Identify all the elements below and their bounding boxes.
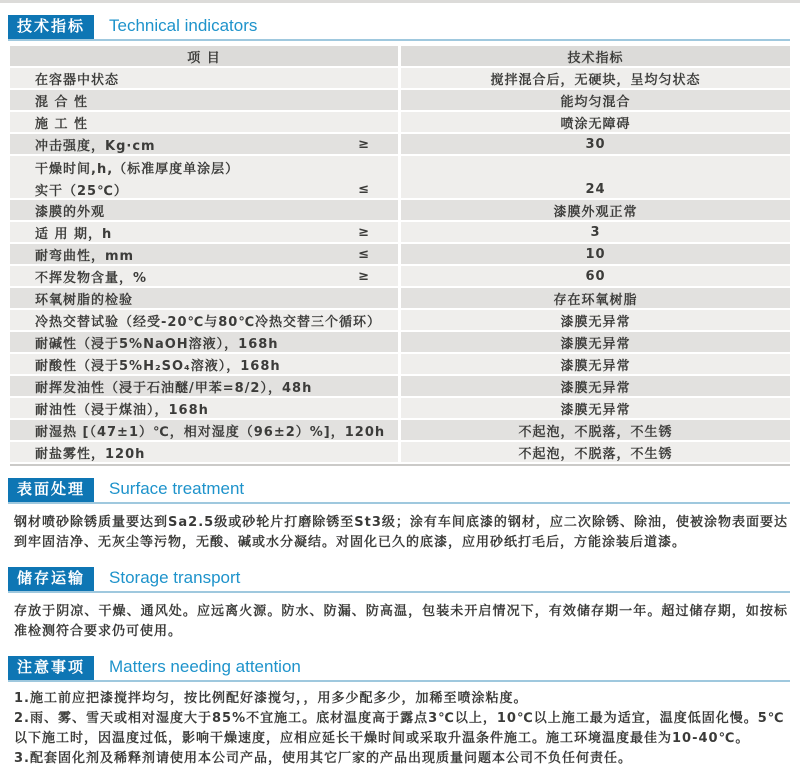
item-label: 不挥发物含量，% [35, 270, 148, 286]
indicator-cell: 24 [398, 156, 790, 198]
item-cell [10, 134, 398, 154]
item-cell [10, 68, 398, 88]
table-row [10, 244, 790, 266]
indicator-cell: 漆膜外观正常 [398, 200, 790, 220]
item-label: 耐碱性（浸于5%NaOH溶液），168h [35, 336, 279, 352]
table-row [10, 134, 790, 156]
indicator-cell: 30 [398, 134, 790, 154]
technical-indicators-table [10, 46, 790, 466]
table-row [10, 156, 790, 200]
item-label: 施 工 性 [35, 116, 89, 132]
table-header-row [10, 46, 790, 68]
table-row [10, 222, 790, 244]
item-label: 耐弯曲性，mm [35, 248, 135, 264]
item-cell [10, 420, 398, 440]
comparison-symbol: ≥ [358, 136, 370, 152]
section-title-storage-en: Storage transport [109, 568, 241, 587]
item-label: 漆膜的外观 [35, 204, 106, 220]
item-label: 耐盐雾性，120h [35, 446, 146, 462]
matters-item: 2.雨、雾、雪天或相对湿度大于85%不宜施工。底材温度高于露点3℃以上，10℃以上施工最为适宜，温度低固化慢。5℃以下施工时，因温度过低，影响干燥速度，应相应延长干燥时间或采取升温条件施工。施工环境温度最佳为10-40℃。 [14, 711, 785, 746]
table-row [10, 90, 790, 112]
item-label: 耐挥发油性（浸于石油醚/甲苯=8/2），48h [35, 380, 313, 396]
indicator-cell: 喷涂无障碍 [398, 112, 790, 132]
item-cell [10, 310, 398, 330]
indicator-cell: 漆膜无异常 [398, 376, 790, 396]
item-cell [10, 354, 398, 374]
indicator-cell: 60 [398, 266, 790, 286]
item-cell [10, 376, 398, 396]
table-row [10, 442, 790, 464]
top-divider-bar [0, 0, 800, 3]
table-row [10, 288, 790, 310]
item-label: 冲击强度，Kg·cm [35, 138, 156, 154]
item-cell [10, 266, 398, 286]
indicator-cell: 不起泡，不脱落，不生锈 [398, 442, 790, 462]
table-row [10, 310, 790, 332]
surface-treatment-paragraph: 钢材喷砂除锈质量要达到Sa2.5级或砂轮片打磨除锈至St3级；涂有车间底漆的钢材，应二次除锈、除油，使被涂物表面要达到牢固洁净、无灰尘等污物，无酸、碱或水分凝结。对固化已久的底漆，应用砂纸打毛后，方能涂装后道漆。 [14, 515, 788, 550]
comparison-symbol: ≤ [358, 181, 370, 197]
indicator-cell: 3 [398, 222, 790, 242]
table-body [10, 68, 790, 464]
table-row [10, 376, 790, 398]
table-row [10, 332, 790, 354]
item-cell [10, 112, 398, 132]
table-row [10, 200, 790, 222]
indicator-cell: 漆膜无异常 [398, 354, 790, 374]
section-header-technical [8, 15, 790, 41]
section-header-storage [8, 567, 790, 593]
table-row [10, 354, 790, 376]
item-label: 在容器中状态 [35, 72, 120, 88]
indicator-cell: 搅拌混合后，无硬块，呈均匀状态 [398, 68, 790, 88]
item-label: 耐油性（浸于煤油），168h [35, 402, 209, 418]
item-label: 混 合 性 [35, 94, 89, 110]
comparison-symbol: ≥ [358, 224, 370, 240]
item-cell: 干燥时间,h,（标准厚度单涂层） 实干（25℃） ≤ [35, 161, 370, 199]
section-title-technical-en: Technical indicators [109, 16, 258, 35]
item-cell [10, 222, 398, 242]
matters-list [14, 689, 788, 769]
section-header-matters [8, 656, 790, 682]
matters-item: 1.施工前应把漆搅拌均匀，按比例配好漆搅匀，，用多少配多少，加稀至喷涂粘度。 [14, 691, 528, 706]
indicator-cell: 能均匀混合 [398, 90, 790, 110]
comparison-symbol: ≤ [358, 246, 370, 262]
item-cell [10, 200, 398, 220]
indicator-cell: 10 [398, 244, 790, 264]
matters-item: 3.配套固化剂及稀释剂请使用本公司产品，使用其它厂家的产品出现质量问题本公司不负任何责任。 [14, 751, 632, 766]
section-badge-surface: 表面处理 [8, 478, 94, 502]
item-label: 适 用 期，h [35, 226, 113, 242]
table-row [10, 420, 790, 442]
item-cell [10, 442, 398, 462]
table-header-item: 项 目 [187, 50, 221, 66]
item-label: 环氧树脂的检验 [35, 292, 134, 308]
comparison-symbol: ≥ [358, 268, 370, 284]
table-row [10, 266, 790, 288]
table-row [10, 112, 790, 134]
indicator-cell: 漆膜无异常 [398, 398, 790, 418]
item-cell [10, 288, 398, 308]
indicator-cell: 存在环氧树脂 [398, 288, 790, 308]
section-header-surface [8, 478, 790, 504]
storage-transport-paragraph: 存放于阴凉、干燥、通风处。应远离火源。防水、防漏、防高温，包装未开启情况下，有效储存期一年。超过储存期，如按标准检测符合要求仍可使用。 [14, 604, 788, 639]
item-cell [10, 332, 398, 352]
table-row [10, 68, 790, 90]
indicator-cell: 不起泡，不脱落，不生锈 [398, 420, 790, 440]
item-cell [10, 244, 398, 264]
section-badge-storage: 储存运输 [8, 567, 94, 591]
section-badge-matters: 注意事项 [8, 656, 94, 680]
item-label: 耐酸性（浸于5%H₂SO₄溶液），168h [35, 358, 281, 374]
section-title-matters-en: Matters needing attention [109, 657, 301, 676]
indicator-cell: 漆膜无异常 [398, 310, 790, 330]
item-cell [10, 90, 398, 110]
section-badge-technical: 技术指标 [8, 15, 94, 39]
section-title-surface-en: Surface treatment [109, 479, 245, 498]
item-label: 冷热交替试验（经受-20℃与80℃冷热交替三个循环） [35, 314, 382, 330]
table-header-indicator: 技术指标 [398, 46, 790, 66]
indicator-cell: 漆膜无异常 [398, 332, 790, 352]
item-label: 耐湿热 [（47±1）℃，相对湿度（96±2）%]，120h [35, 424, 386, 440]
item-cell [10, 398, 398, 418]
table-row [10, 398, 790, 420]
